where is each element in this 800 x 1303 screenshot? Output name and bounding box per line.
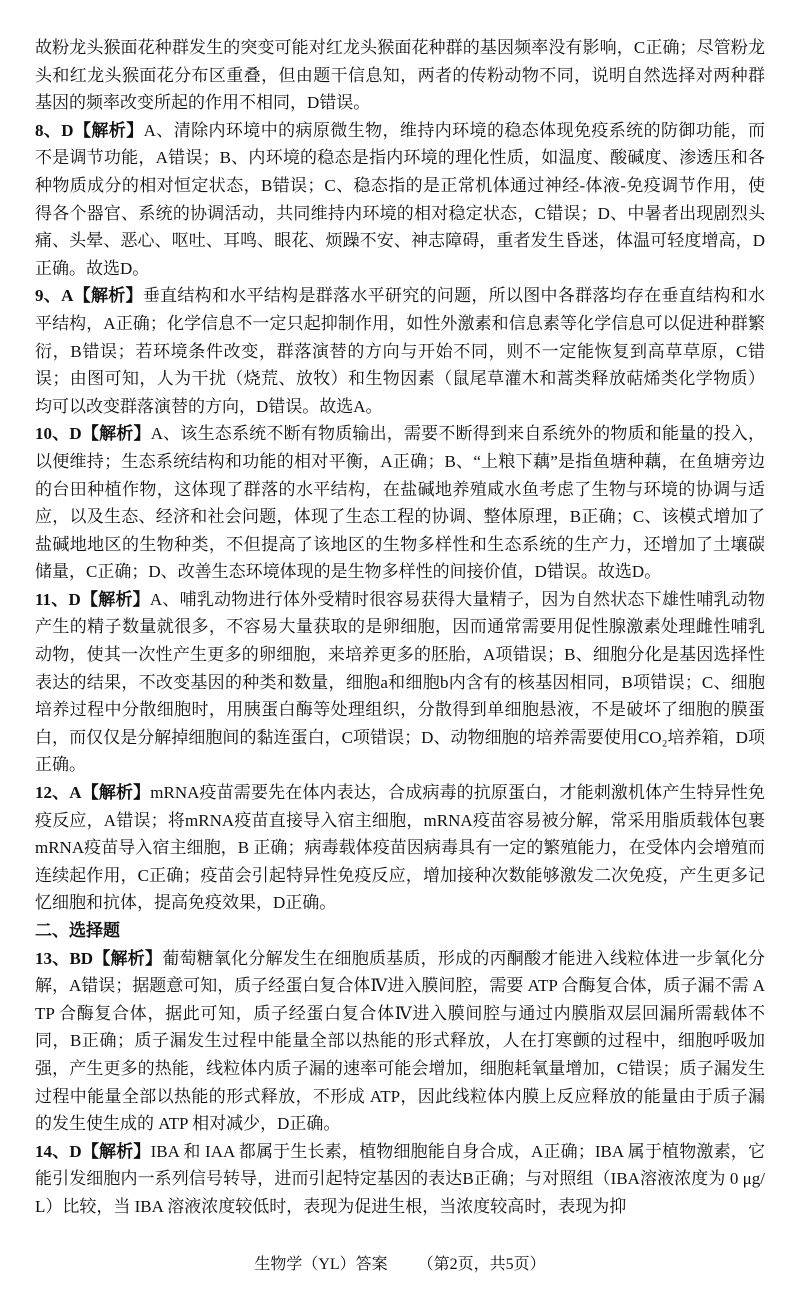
answer-label: 13、BD【解析】 — [35, 948, 163, 968]
answer-paragraph — [35, 117, 765, 283]
answer-body: A、哺乳动物进行体外受精时很容易获得大量精子，因为自然状态下雄性哺乳动物产生的精子数量就很多，不容易大量获取的是卵细胞，因而通常需要用促性腺激素处理雌性哺乳动物，使其一次性产生更多的卵细胞，来培养更多的胚胎，A项错误；B、细胞分化是基因选择性表达的结果，不改变基因的种类和数量，细胞a和细胞b内含有的核基因相同，B项错误；C、细胞培养过程中分散细胞时，用胰蛋白酶等处理组织，分散得到单细胞悬液，不是破坏了细胞的膜蛋白，而仅仅是分解掉细胞间的黏连蛋白，C项错误；D、动物细胞的培养需要使用CO₂培养箱，D项正确。 — [35, 589, 765, 775]
answer-body: 垂直结构和水平结构是群落水平研究的问题，所以图中各群落均存在垂直结构和水平结构，A正确；化学信息不一定只起抑制作用，如性外激素和信息素等化学信息可以促进种群繁衍，B错误；若环境条件改变，群落演替的方向与开始不同，则不一定能恢复到高草草原，C错误；由图可知，人为干扰（烧荒、放牧）和生物因素（鼠尾草灌木和蒿类释放萜烯类化学物质）均可以改变群落演替的方向，D错误。故选A。 — [35, 286, 766, 416]
answer-label: 11、D【解析】 — [35, 589, 150, 609]
answer-paragraph — [35, 1138, 765, 1221]
answer-paragraph — [35, 420, 765, 586]
answer-paragraph — [35, 282, 765, 420]
answer-label: 8、D【解析】 — [35, 120, 144, 140]
answer-label: 10、D【解析】 — [35, 424, 151, 444]
answer-body: A、该生态系统不断有物质输出，需要不断得到来自系统外的物质和能量的投入，以便维持；生态系统结构和功能的相对平衡，A正确；B、“上粮下藕”是指鱼塘种藕，在鱼塘旁边的台田种植作物，这体现了群落的水平结构，在盐碱地养殖咸水鱼考虑了生物与环境的协调与适应，以及生态、经济和社会问题，体现了生态工程的协调、整体原理，B正确；C、该模式增加了盐碱地地区的生物种类，不但提高了该地区的生物多样性和生态系统的生产力，还增加了土壤碳储量，C正确；D、改善生态环境体现的是生物多样性的间接价值，D错误。故选D。 — [35, 424, 765, 582]
answer-paragraph — [35, 945, 765, 1138]
answers-content — [35, 34, 765, 1221]
answer-body: mRNA疫苗需要先在体内表达，合成病毒的抗原蛋白，才能刺激机体产生特异性免疫反应，A错误；将mRNA疫苗直接导入宿主细胞，mRNA疫苗容易被分解，常采用脂质载体包裹mRNA疫苗导入宿主细胞，B 正确；病毒载体疫苗因病毒具有一定的繁殖能力，在受体内会增殖而连续起作用，C正确；疫苗会引起特异性免疫反应，增加接种次数能够激发二次免疫，产生更多记忆细胞和抗体，提高免疫效果，D正确。 — [35, 783, 765, 913]
footer-document-title: 生物学（YL）答案 — [254, 1256, 388, 1274]
answer-body: 故粉龙头猴面花种群发生的突变可能对红龙头猴面花种群的基因频率没有影响，C正确；尽管粉龙头和红龙头猴面花分布区重叠，但由题干信息知，两者的传粉动物不同，说明自然选择对两种群基因的频率改变所起的作用不相同，D错误。 — [35, 38, 765, 113]
section-header: 二、选择题 — [35, 921, 120, 940]
answer-body: A、清除内环境中的病原微生物，维持内环境的稳态体现免疫系统的防御功能，而不是调节功能，A错误；B、内环境的稳态是指内环境的理化性质，如温度、酸碱度、渗透压和各种物质成分的相对恒定状态，B错误；C、稳态指的是正常机体通过神经-体液-免疫调节作用，使得各个器官、系统的协调活动，共同维持内环境的相对稳定状态，C错误；D、中暑者出现剧烈头痛、头晕、恶心、呕吐、耳鸣、眼花、烦躁不安、神志障碍，重者发生昏迷，体温可轻度增高，D正确。故选D。 — [35, 120, 765, 278]
answer-paragraph — [35, 586, 765, 779]
footer-page-number: （第2页，共5页） — [417, 1256, 546, 1274]
answer-label: 14、D【解析】 — [35, 1141, 151, 1161]
answer-label: 12、A【解析】 — [35, 783, 151, 803]
page-footer — [0, 1251, 800, 1279]
answer-paragraph — [35, 34, 765, 117]
answer-label: 9、A【解析】 — [35, 286, 143, 306]
answer-paragraph — [35, 779, 765, 917]
answer-body: IBA 和 IAA 都属于生长素，植物细胞能自身合成，A正确；IBA 属于植物激素，它能引发细胞内一系列信号转导，进而引起特定基因的表达B正确；与对照组（IBA溶液浓度为 0 μg/L）比较，当 IBA 溶液浓度较低时，表现为促进生根，当浓度较高时，表现为抑 — [35, 1141, 765, 1216]
answer-body: 葡萄糖氧化分解发生在细胞质基质，形成的丙酮酸才能进入线粒体进一步氧化分解，A错误；据题意可知，质子经蛋白复合体Ⅳ进入膜间腔，需要 ATP 合酶复合体，质子漏不需 ATP 合酶复合体，据此可知，质子经蛋白复合体Ⅳ进入膜间腔与通过内膜脂双层回漏所需载体不同，B正确；质子漏发生过程中能量全部以热能的形式释放，人在打寒颤的过程中，细胞呼吸加强，产生更多的热能，线粒体内质子漏的速率可能会增加，细胞耗氧量增加，C错误；质子漏发生过程中能量全部以热能的形式释放，不形成 ATP，因此线粒体内膜上反应释放的能量由于质子漏的发生使生成的 ATP 相对减少，D正确。 — [35, 948, 765, 1134]
